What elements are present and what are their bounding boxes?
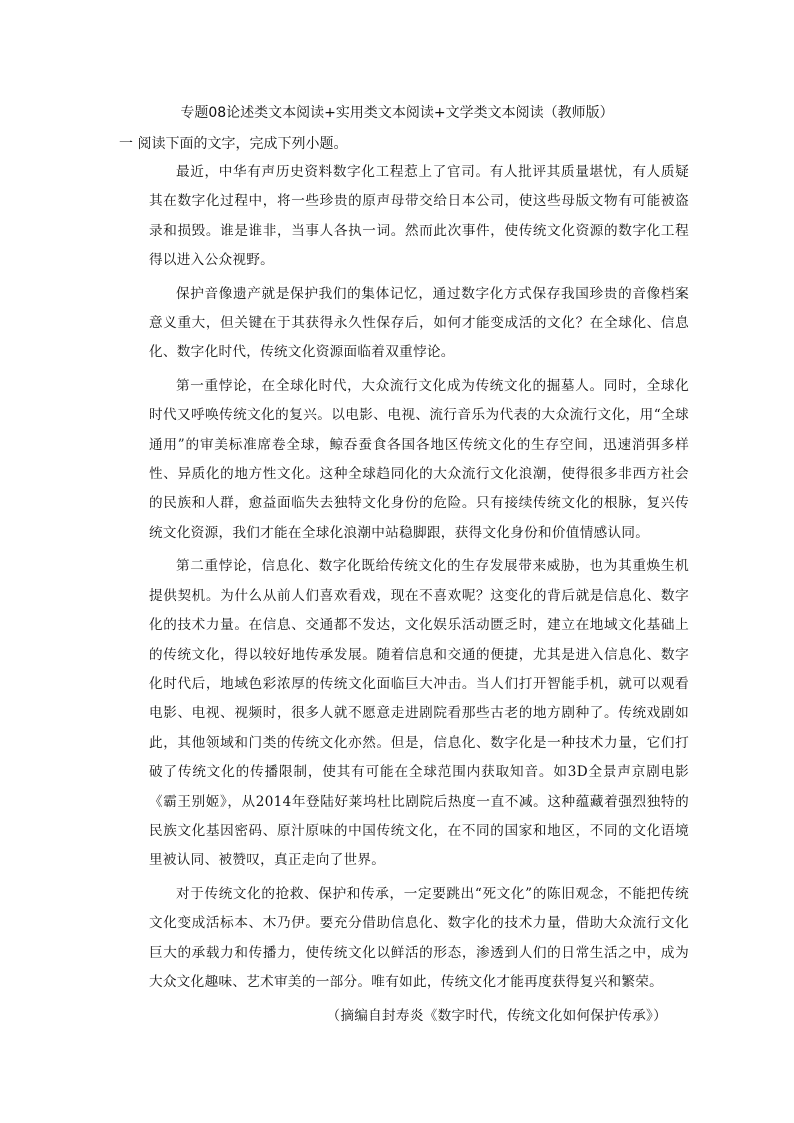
article-paragraph: 保护音像遗产就是保护我们的集体记忆，通过数字化方式保存我国珍贵的音像档案意义重大，但关键在于其获得永久性保存后，如何才能变成活的文化？在全球化、信息化、数字化时代，传统文化资源面临着双重悖论。 [149, 285, 689, 361]
document-title: 专题08论述类文本阅读+实用类文本阅读+文学类文本阅读（教师版） [180, 105, 614, 121]
article-paragraph: 最近，中华有声历史资料数字化工程惹上了官司。有人批评其质量堪忧，有人质疑其在数字化过程中，将一些珍贵的原声母带交给日本公司，使这些母版文物有可能被盗录和损毁。谁是谁非，当事人各执一词。然而此次事件，使传统文化资源的数字化工程得以进入公众视野。 [149, 164, 689, 269]
article-paragraph: 第二重悖论，信息化、数字化既给传统文化的生存发展带来威胁，也为其重焕生机提供契机。为什么从前人们喜欢看戏，现在不喜欢呢？这变化的背后就是信息化、数字化的技术力量。在信息、交通都不发达，文化娱乐活动匮乏时，建立在地域文化基础上的传统文化，得以较好地传承发展。随着信息和交通的便捷，尤其是进入信息化、数字化时代后，地域色彩浓厚的传统文化面临巨大冲击。当人们打开智能手机，就可以观看电影、电视、视频时，很多人就不愿意走进剧院看那些古老的地方剧种了。传统戏剧如此，其他领域和门类的传统文化亦然。但是，信息化、数字化是一种技术力量，它们打破了传统文化的传播限制，使其有可能在全球范围内获取知音。如3D全景声京剧电影《霸王别姬》，从2014年登陆好莱坞杜比剧院后热度一直不减。这种蕴藏着强烈独特的民族文化基因密码、原汁原味的中国传统文化，在不同的国家和地区，不同的文化语境里被认同、被赞叹，真正走向了世界。 [149, 558, 689, 869]
article-paragraph: 对于传统文化的抢救、保护和传承，一定要跳出“死文化”的陈旧观念，不能把传统文化变成活标本、木乃伊。要充分借助信息化、数字化的技术力量，借助大众流行文化巨大的承载力和传播力，使传统文化以鲜活的形态，渗透到人们的日常生活之中，成为大众文化趣味、艺术审美的一部分。唯有如此，传统文化才能再度获得复兴和繁荣。 [149, 885, 689, 990]
article-paragraph: 第一重悖论，在全球化时代，大众流行文化成为传统文化的掘墓人。同时，全球化时代又呼唤传统文化的复兴。以电影、电视、流行音乐为代表的大众流行文化，用“全球通用”的审美标准席卷全球，鲸吞蚕食各国各地区传统文化的生存空间，迅速消弭多样性、异质化的地方性文化。这种全球趋同化的大众流行文化浪潮，使得很多非西方社会的民族和人群，愈益面临失去独特文化身份的危险。只有接续传统文化的根脉，复兴传统文化资源，我们才能在全球化浪潮中站稳脚跟，获得文化身份和价值情感认同。 [149, 377, 689, 541]
article-body [149, 158, 689, 1001]
source-citation: （摘编自封寿炎《数字时代，传统文化如何保护传承》） [326, 1008, 667, 1024]
section-heading: 一 阅读下面的文字，完成下列小题。 [119, 136, 348, 152]
